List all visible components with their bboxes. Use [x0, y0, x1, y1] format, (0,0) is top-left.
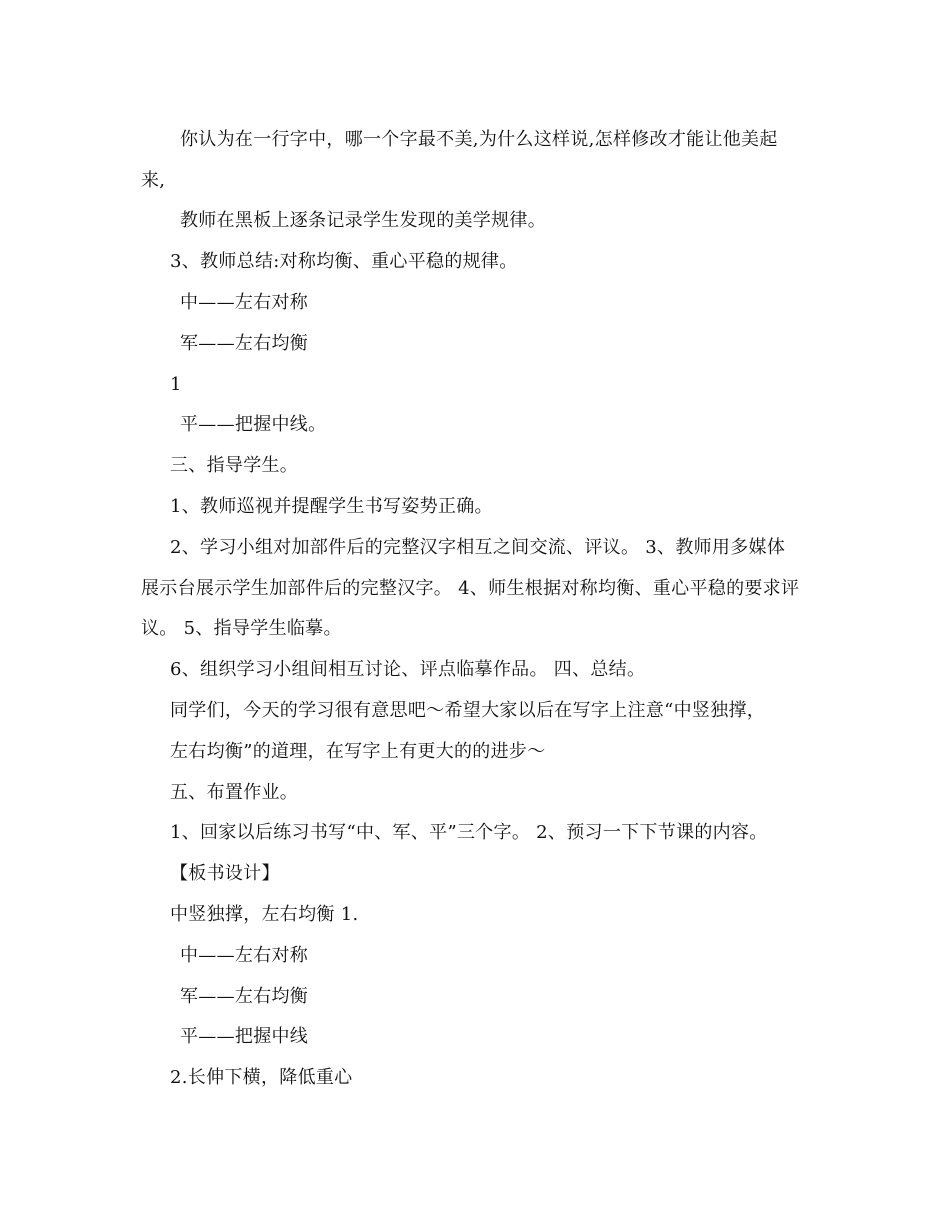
paragraph-line: 6、组织学习小组间相互讨论、评点临摹作品。 四、总结。 [170, 659, 646, 680]
rule-line: 中——左右对称 [180, 945, 309, 966]
paragraph-line: 1、教师巡视并提醒学生书写姿势正确。 [170, 496, 493, 517]
rule-line: 中——左右对称 [180, 292, 309, 313]
paragraph-line: 教师在黑板上逐条记录学生发现的美学规律。 [180, 210, 546, 231]
section-step: 3、教师总结:对称均衡、重心平稳的规律。 [170, 251, 518, 272]
paragraph-line: 同学们，今天的学习很有意思吧～希望大家以后在写字上注意“中竖独撑， [170, 700, 766, 721]
paragraph-line: 展示台展示学生加部件后的完整汉字。 4、师生根据对称均衡、重心平稳的要求评 [141, 578, 800, 599]
rule-line: 军——左右均衡 [180, 333, 309, 354]
section-heading: 【板书设计】 [170, 863, 280, 884]
page-number: 1 [170, 374, 182, 395]
paragraph-line: 2.长伸下横，降低重心 [170, 1067, 353, 1088]
paragraph-line: 你认为在一行字中，哪一个字最不美,为什么这样说,怎样修改才能让他美起 [180, 129, 778, 150]
rule-line: 平——把握中线 [180, 1026, 309, 1047]
paragraph-line: 1、回家以后练习书写“中、军、平”三个字。 2、预习一下下节课的内容。 [170, 822, 768, 843]
section-heading: 三、指导学生。 [170, 455, 299, 476]
paragraph-line: 中竖独撑，左右均衡 1. [170, 904, 359, 925]
rule-line: 平——把握中线。 [180, 414, 327, 435]
rule-line: 军——左右均衡 [180, 986, 309, 1007]
paragraph-line: 左右均衡”的道理，在写字上有更大的的进步～ [170, 741, 546, 762]
paragraph-line: 2、学习小组对加部件后的完整汉字相互之间交流、评议。 3、教师用多媒体 [170, 537, 786, 558]
paragraph-line: 来, [141, 170, 166, 191]
section-heading: 五、布置作业。 [170, 782, 299, 803]
paragraph-line: 议。 5、指导学生临摹。 [141, 618, 342, 639]
